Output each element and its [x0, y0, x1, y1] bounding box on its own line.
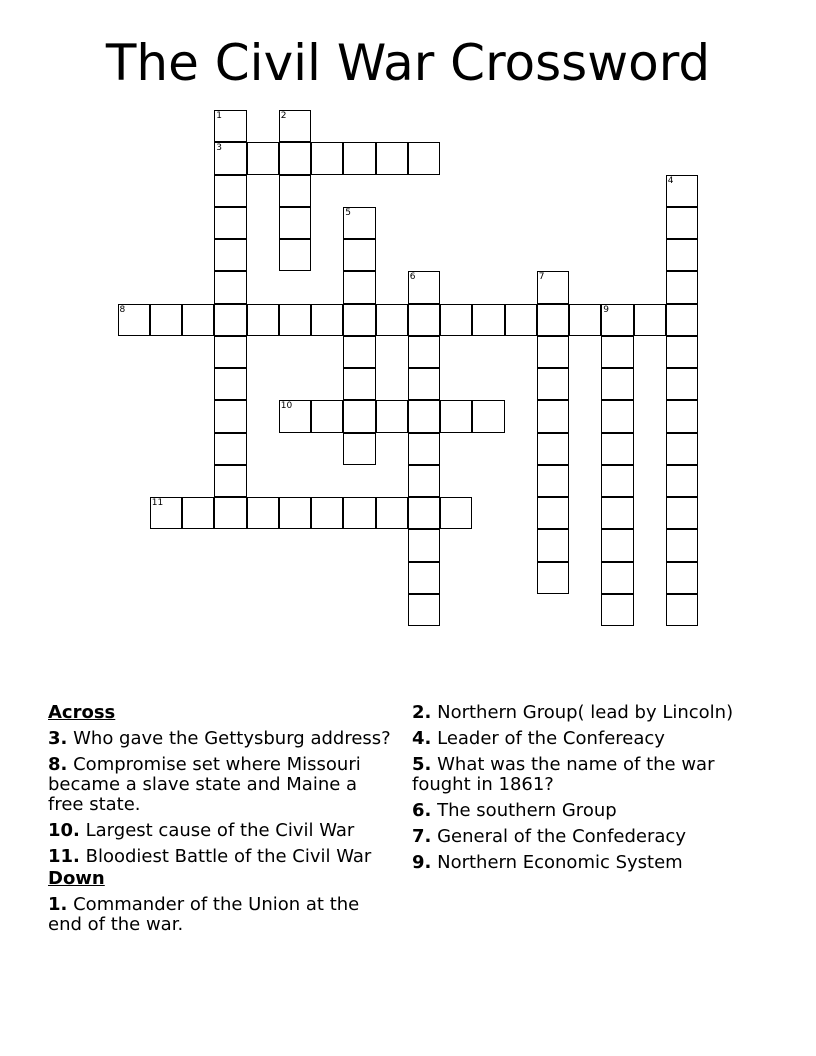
grid-cell[interactable]: [376, 142, 408, 174]
grid-cell[interactable]: [343, 368, 375, 400]
grid-cell[interactable]: [279, 497, 311, 529]
clue-down-2: 2. Northern Group( lead by Lincoln): [412, 702, 734, 723]
grid-cell[interactable]: [440, 400, 472, 432]
clue-down-4: 4. Leader of the Confereacy: [412, 728, 665, 749]
grid-cell[interactable]: [311, 400, 343, 432]
grid-cell[interactable]: [634, 304, 666, 336]
grid-cell[interactable]: [408, 271, 440, 303]
grid-cell[interactable]: [343, 304, 375, 336]
grid-cell[interactable]: [537, 400, 569, 432]
clue-number: 7: [538, 272, 545, 283]
grid-cell[interactable]: [666, 271, 698, 303]
grid-cell[interactable]: [666, 336, 698, 368]
grid-cell[interactable]: [408, 142, 440, 174]
grid-cell[interactable]: [279, 110, 311, 142]
grid-cell[interactable]: [343, 239, 375, 271]
clue-down-9: 9. Northern Economic System: [412, 852, 683, 873]
grid-cell[interactable]: [279, 142, 311, 174]
clue-number: 9: [603, 304, 609, 315]
grid-cell[interactable]: [343, 497, 375, 529]
grid-cell[interactable]: [214, 110, 246, 142]
grid-cell[interactable]: [408, 562, 440, 594]
grid-cell[interactable]: [214, 142, 246, 174]
grid-cell[interactable]: [440, 497, 472, 529]
grid-cell[interactable]: [601, 368, 633, 400]
across-heading: Across: [48, 702, 116, 723]
grid-cell[interactable]: [343, 400, 375, 432]
clue-down-7: 7. General of the Confederacy: [412, 826, 686, 847]
grid-cell[interactable]: [279, 400, 311, 432]
grid-cell[interactable]: [537, 497, 569, 529]
grid-cell[interactable]: [279, 304, 311, 336]
grid-cell[interactable]: [537, 465, 569, 497]
grid-cell[interactable]: [214, 239, 246, 271]
grid-cell[interactable]: [376, 497, 408, 529]
puzzle-title: The Civil War Crossword: [105, 34, 711, 92]
grid-cell[interactable]: [537, 271, 569, 303]
grid-cell[interactable]: [666, 239, 698, 271]
grid-cell[interactable]: [247, 497, 279, 529]
grid-cell[interactable]: [182, 497, 214, 529]
grid-cell[interactable]: [214, 465, 246, 497]
clue-number: 4: [667, 175, 674, 186]
clue-across-10: 10. Largest cause of the Civil War: [48, 820, 355, 841]
grid-cell[interactable]: [279, 207, 311, 239]
down-heading: Down: [48, 868, 105, 889]
grid-cell[interactable]: [311, 142, 343, 174]
grid-cell[interactable]: [537, 304, 569, 336]
grid-cell[interactable]: [537, 562, 569, 594]
grid-cell[interactable]: [343, 271, 375, 303]
grid-cell[interactable]: [666, 529, 698, 561]
grid-cell[interactable]: [666, 304, 698, 336]
grid-cell[interactable]: [279, 239, 311, 271]
grid-cell[interactable]: [214, 433, 246, 465]
grid-cell[interactable]: [214, 175, 246, 207]
grid-cell[interactable]: [666, 400, 698, 432]
grid-cell[interactable]: [182, 304, 214, 336]
clue-across-11: 11. Bloodiest Battle of the Civil War: [48, 846, 372, 867]
grid-cell[interactable]: [601, 465, 633, 497]
clue-down-1: 1. Commander of the Union at the end of the war.: [48, 894, 360, 935]
clue-number: 2: [280, 111, 287, 121]
clues-column-left: [48, 703, 398, 941]
grid-cell[interactable]: [408, 304, 440, 336]
clue-number: 6: [409, 272, 416, 283]
grid-cell[interactable]: [537, 529, 569, 561]
clue-number: 11: [151, 498, 164, 508]
grid-cell[interactable]: [343, 433, 375, 465]
grid-cell[interactable]: [214, 400, 246, 432]
grid-cell[interactable]: [150, 304, 182, 336]
grid-cell[interactable]: [408, 465, 440, 497]
grid-cell[interactable]: [118, 304, 150, 336]
grid-cell[interactable]: [601, 304, 633, 336]
grid-cell[interactable]: [601, 562, 633, 594]
grid-cell[interactable]: [408, 594, 440, 626]
grid-cell[interactable]: [343, 336, 375, 368]
grid-cell[interactable]: [214, 497, 246, 529]
grid-cell[interactable]: [408, 433, 440, 465]
grid-cell[interactable]: [214, 336, 246, 368]
grid-cell[interactable]: [666, 368, 698, 400]
clue-number: 10: [280, 401, 293, 412]
clue-number: 3: [216, 143, 222, 154]
grid-cell[interactable]: [214, 271, 246, 303]
grid-cell[interactable]: [666, 207, 698, 239]
grid-cell[interactable]: [472, 304, 504, 336]
grid-cell[interactable]: [150, 497, 182, 529]
grid-cell[interactable]: [537, 433, 569, 465]
clues-column-right: [412, 703, 762, 879]
grid-cell[interactable]: [601, 400, 633, 432]
grid-cell[interactable]: [214, 304, 246, 336]
grid-cell[interactable]: [537, 336, 569, 368]
grid-cell[interactable]: [666, 594, 698, 626]
grid-cell[interactable]: [505, 304, 537, 336]
clue-down-5: 5. What was the name of the war fought in 1861?: [412, 754, 715, 795]
grid-cell[interactable]: [666, 497, 698, 529]
grid-cell[interactable]: [247, 304, 279, 336]
grid-cell[interactable]: [247, 142, 279, 174]
grid-cell[interactable]: [601, 594, 633, 626]
grid-cell[interactable]: [666, 433, 698, 465]
grid-cell[interactable]: [343, 207, 375, 239]
grid-cell[interactable]: [279, 175, 311, 207]
grid-cell[interactable]: [408, 529, 440, 561]
grid-cell[interactable]: [601, 433, 633, 465]
grid-cell[interactable]: [537, 368, 569, 400]
grid-cell[interactable]: [601, 497, 633, 529]
grid-cell[interactable]: [214, 368, 246, 400]
grid-cell[interactable]: [376, 304, 408, 336]
grid-cell[interactable]: [408, 497, 440, 529]
clue-number: 1: [216, 111, 222, 121]
grid-cell[interactable]: [569, 304, 601, 336]
grid-cell[interactable]: [601, 529, 633, 561]
grid-cell[interactable]: [440, 304, 472, 336]
clue-down-6: 6. The southern Group: [412, 800, 617, 821]
clue-across-8: 8. Compromise set where Missouri became a slave state and Maine a free state.: [48, 754, 361, 815]
grid-cell[interactable]: [214, 207, 246, 239]
clue-across-3: 3. Who gave the Gettysburg address?: [48, 728, 391, 749]
grid-cell[interactable]: [311, 304, 343, 336]
grid-cell[interactable]: [408, 400, 440, 432]
grid-cell[interactable]: [408, 336, 440, 368]
grid-cell[interactable]: [666, 465, 698, 497]
grid-cell[interactable]: [408, 368, 440, 400]
grid-cell[interactable]: [601, 336, 633, 368]
grid-cell[interactable]: [343, 142, 375, 174]
clue-number: 8: [119, 304, 126, 315]
clue-number: 5: [345, 207, 351, 218]
grid-cell[interactable]: [666, 175, 698, 207]
grid-cell[interactable]: [472, 400, 504, 432]
grid-cell[interactable]: [666, 562, 698, 594]
grid-cell[interactable]: [376, 400, 408, 432]
grid-cell[interactable]: [311, 497, 343, 529]
